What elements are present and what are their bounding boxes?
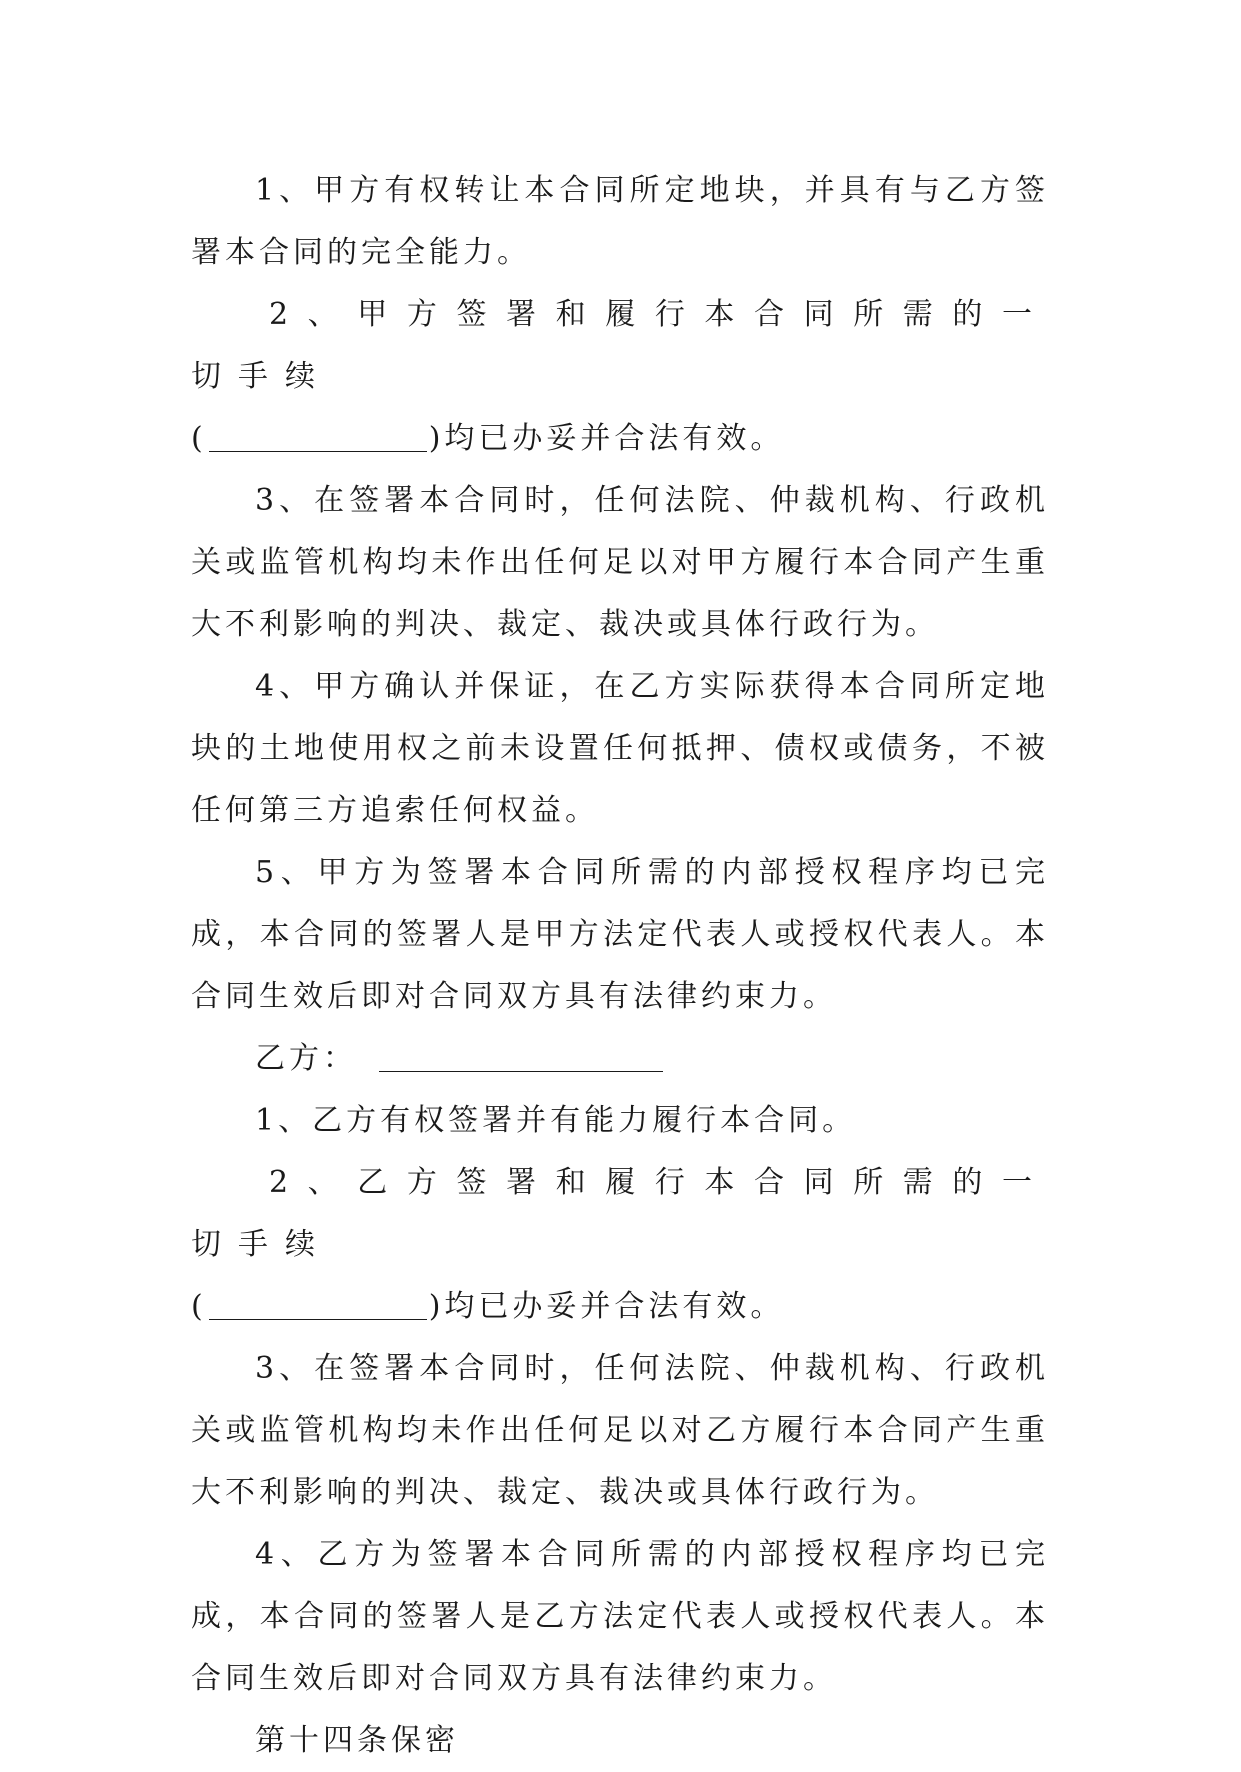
article-heading: 第十四条保密: [255, 1723, 459, 1758]
party-b-label: 乙方：: [255, 1041, 357, 1076]
party-b-clause-2-tail: )均已办妥并合法有效。: [428, 1289, 785, 1324]
party-a-clause-2-line-2: [191, 408, 1049, 470]
party-b-line: [191, 1028, 1049, 1090]
party-a-clause-2-line-1: 2、甲方签署和履行本合同所需的一切手续: [191, 297, 1049, 394]
party-a-clause-3: 3、在签署本合同时，任何法院、仲裁机构、行政机关或监管机构均未作出任何足以对甲方履行本合同产生重大不利影响的判决、裁定、裁决或具体行政行为。: [191, 483, 1049, 642]
party-a-clause-4: 4、甲方确认并保证，在乙方实际获得本合同所定地块的土地使用权之前未设置任何抵押、债权或债务，不被任何第三方追索任何权益。: [191, 669, 1049, 828]
party-a-clause-5: 5、甲方为签署本合同所需的内部授权程序均已完成，本合同的签署人是甲方法定代表人或授权代表人。本合同生效后即对合同双方具有法律约束力。: [191, 855, 1049, 1014]
party-a-clause-1: 1、甲方有权转让本合同所定地块，并具有与乙方签署本合同的完全能力。: [191, 173, 1049, 270]
paren-open: (: [191, 421, 207, 456]
party-a-clause-2-tail: )均已办妥并合法有效。: [428, 421, 785, 456]
paren-open: (: [191, 1289, 207, 1324]
procedures-blank: [209, 1293, 427, 1320]
party-b-clause-4: 4、乙方为签署本合同所需的内部授权程序均已完成，本合同的签署人是乙方法定代表人或授权代表人。本合同生效后即对合同双方具有法律约束力。: [191, 1537, 1049, 1696]
procedures-blank: [209, 425, 427, 452]
party-b-clause-2-line-1: 2、乙方签署和履行本合同所需的一切手续: [191, 1165, 1049, 1262]
party-b-name-blank: [379, 1045, 663, 1072]
document-body: [191, 160, 1049, 1772]
party-b-clause-3: 3、在签署本合同时，任何法院、仲裁机构、行政机关或监管机构均未作出任何足以对乙方履行本合同产生重大不利影响的判决、裁定、裁决或具体行政行为。: [191, 1351, 1049, 1510]
party-b-clause-2-line-2: [191, 1276, 1049, 1338]
party-b-clause-1: 1、乙方有权签署并有能力履行本合同。: [255, 1103, 857, 1138]
